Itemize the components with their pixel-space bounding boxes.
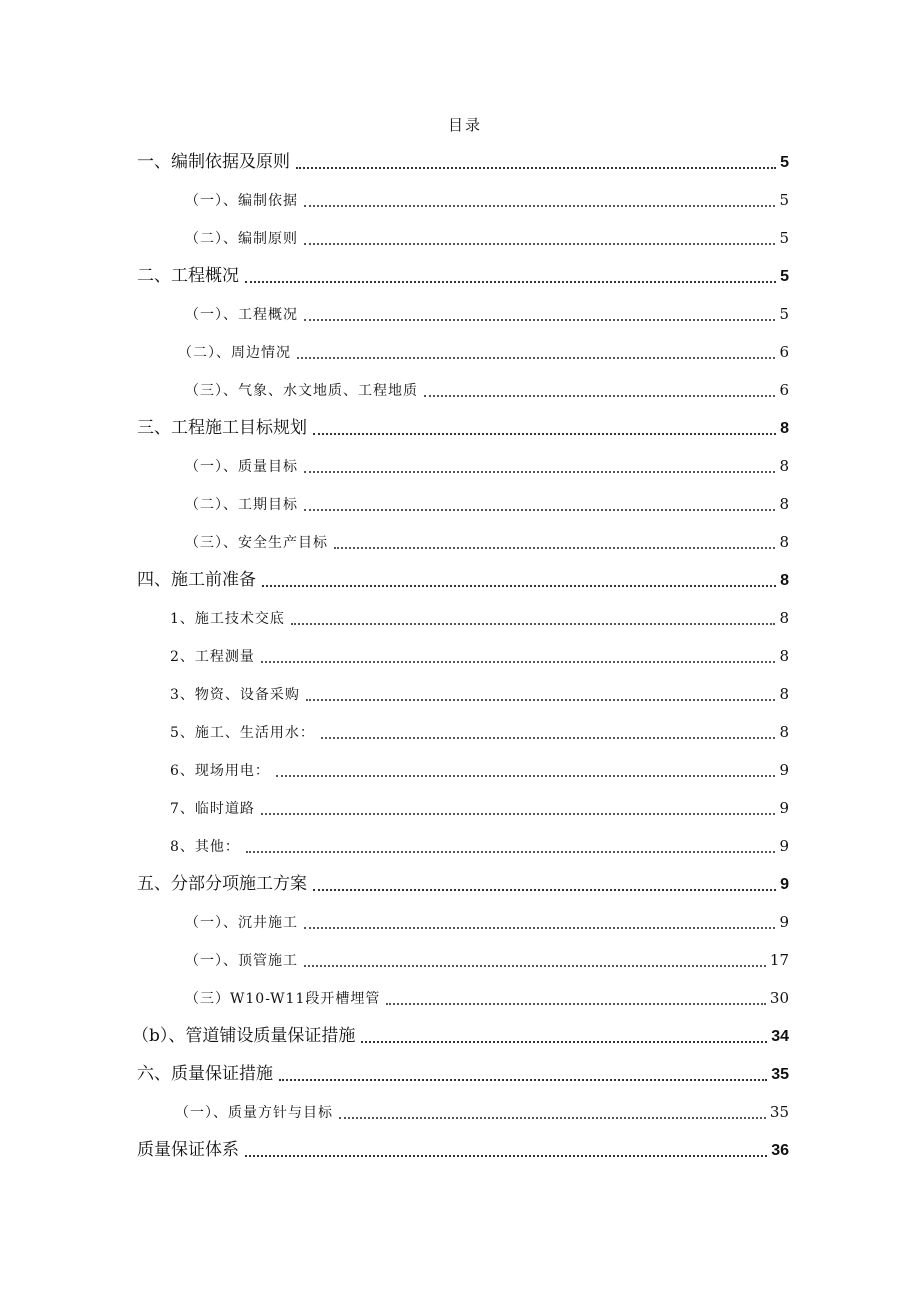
toc-entry-label: 1、施工技术交底 xyxy=(170,611,285,627)
toc-entry-page-number: 30 xyxy=(769,989,789,1007)
toc-entry[interactable] xyxy=(170,644,789,668)
toc-entry-page-number: 8 xyxy=(779,457,789,475)
toc-entry-page-number: 8 xyxy=(779,495,789,513)
toc-entry-page-number: 9 xyxy=(780,876,789,893)
toc-entry[interactable] xyxy=(137,872,789,896)
toc-entry[interactable] xyxy=(137,568,789,592)
dot-leader xyxy=(245,1155,767,1157)
toc-entry-page-number: 8 xyxy=(779,685,789,703)
toc-entry-label: 五、分部分项施工方案 xyxy=(137,874,307,894)
toc-entry-label: 四、施工前准备 xyxy=(137,570,256,590)
dot-leader xyxy=(304,471,775,473)
dot-leader xyxy=(306,699,776,701)
toc-entry-label: （三）、气象、水文地质、工程地质 xyxy=(185,383,418,399)
toc-entry[interactable] xyxy=(185,454,789,478)
toc-entry-page-number: 6 xyxy=(779,381,789,399)
toc-entry-label: （一）、沉井施工 xyxy=(185,915,298,931)
toc-entry[interactable] xyxy=(185,492,789,516)
toc-entry-label: 三、工程施工目标规划 xyxy=(137,418,307,438)
toc-entry-label: （一）、质量目标 xyxy=(185,459,298,475)
toc-entry-page-number: 8 xyxy=(780,420,789,437)
dot-leader xyxy=(291,623,776,625)
toc-entry-label: 3、物资、设备采购 xyxy=(170,687,300,703)
toc-entry[interactable] xyxy=(185,302,789,326)
dot-leader xyxy=(261,813,776,815)
dot-leader xyxy=(313,433,776,435)
toc-entry-label: 二、工程概况 xyxy=(137,266,239,286)
dot-leader xyxy=(361,1041,767,1043)
dot-leader xyxy=(313,889,776,891)
toc-entry[interactable] xyxy=(185,910,789,934)
dot-leader xyxy=(245,281,776,283)
toc-entry-page-number: 35 xyxy=(769,1103,789,1121)
toc-entry-page-number: 5 xyxy=(779,229,789,247)
toc-entry[interactable] xyxy=(137,150,789,174)
toc-entry-label: 2、工程测量 xyxy=(170,649,255,665)
toc-entry-label: 7、临时道路 xyxy=(170,801,255,817)
dot-leader xyxy=(246,851,776,853)
toc-entry[interactable] xyxy=(170,834,789,858)
toc-entry-label: （二）、周边情况 xyxy=(178,345,291,361)
toc-entry-page-number: 8 xyxy=(779,533,789,551)
dot-leader xyxy=(304,205,775,207)
toc-entry[interactable] xyxy=(137,1062,789,1086)
toc-entry-label: （三）、安全生产目标 xyxy=(185,535,328,551)
toc-entry-label: 质量保证体系 xyxy=(137,1140,239,1160)
dot-leader xyxy=(386,1003,766,1005)
toc-entry-page-number: 8 xyxy=(780,572,789,589)
toc-entry-label: （三）W10-W11段开槽埋管 xyxy=(185,991,381,1007)
toc-entry-label: 8、其他： xyxy=(170,839,240,855)
toc-entry[interactable] xyxy=(132,1024,789,1048)
toc-entry-label: 六、质量保证措施 xyxy=(137,1064,273,1084)
toc-entry[interactable] xyxy=(137,264,789,288)
toc-entry[interactable] xyxy=(175,1100,789,1124)
toc-entry[interactable] xyxy=(178,340,789,364)
toc-entry-label: （一）、质量方针与目标 xyxy=(175,1105,333,1121)
toc-entry-page-number: 36 xyxy=(771,1142,789,1159)
toc-entry[interactable] xyxy=(170,796,789,820)
toc-entry-label: （b）、管道铺设质量保证措施 xyxy=(132,1026,356,1046)
toc-title: 目录 xyxy=(447,116,482,134)
dot-leader xyxy=(276,775,776,777)
dot-leader xyxy=(261,661,776,663)
dot-leader xyxy=(304,319,775,321)
toc-entry-label: 5、施工、生活用水： xyxy=(170,725,315,741)
toc-entry-label: （一）、顶管施工 xyxy=(185,953,298,969)
toc-entry[interactable] xyxy=(170,682,789,706)
dot-leader xyxy=(297,357,775,359)
toc-entry-label: 一、编制依据及原则 xyxy=(137,152,290,172)
toc-entry[interactable] xyxy=(185,226,789,250)
toc-entry-page-number: 35 xyxy=(771,1066,789,1083)
toc-entry[interactable] xyxy=(185,378,789,402)
toc-entry-page-number: 9 xyxy=(779,799,789,817)
toc-entry-page-number: 5 xyxy=(779,191,789,209)
toc-entry-page-number: 5 xyxy=(780,268,789,285)
dot-leader xyxy=(262,585,776,587)
toc-entry-page-number: 5 xyxy=(780,154,789,171)
toc-entry-page-number: 9 xyxy=(779,913,789,931)
dot-leader xyxy=(279,1079,767,1081)
toc-entry-page-number: 5 xyxy=(779,305,789,323)
toc-entry-page-number: 9 xyxy=(779,837,789,855)
toc-entry[interactable] xyxy=(137,416,789,440)
toc-entry-label: （一）、编制依据 xyxy=(185,193,298,209)
toc-entry-label: （二）、编制原则 xyxy=(185,231,298,247)
dot-leader xyxy=(304,243,775,245)
toc-entry[interactable] xyxy=(185,986,789,1010)
dot-leader xyxy=(424,395,775,397)
toc-entry[interactable] xyxy=(185,530,789,554)
toc-entry-page-number: 9 xyxy=(779,761,789,779)
toc-entry[interactable] xyxy=(170,720,789,744)
toc-entry-page-number: 34 xyxy=(771,1028,789,1045)
toc-entry[interactable] xyxy=(170,606,789,630)
dot-leader xyxy=(334,547,775,549)
toc-entry-page-number: 6 xyxy=(779,343,789,361)
toc-entry-page-number: 8 xyxy=(779,609,789,627)
toc-entry-label: 6、现场用电： xyxy=(170,763,270,779)
dot-leader xyxy=(321,737,776,739)
toc-entry-label: （一）、工程概况 xyxy=(185,307,298,323)
toc-entry-page-number: 17 xyxy=(769,951,789,969)
dot-leader xyxy=(296,167,776,169)
dot-leader xyxy=(304,965,766,967)
toc-entry[interactable] xyxy=(185,948,789,972)
toc-entry-label: （二）、工期目标 xyxy=(185,497,298,513)
dot-leader xyxy=(339,1117,766,1119)
toc-entry-page-number: 8 xyxy=(779,647,789,665)
toc-entry-page-number: 8 xyxy=(779,723,789,741)
toc-entry[interactable] xyxy=(137,1138,789,1162)
toc-entry[interactable] xyxy=(170,758,789,782)
dot-leader xyxy=(304,509,775,511)
dot-leader xyxy=(304,927,775,929)
toc-entry[interactable] xyxy=(185,188,789,212)
